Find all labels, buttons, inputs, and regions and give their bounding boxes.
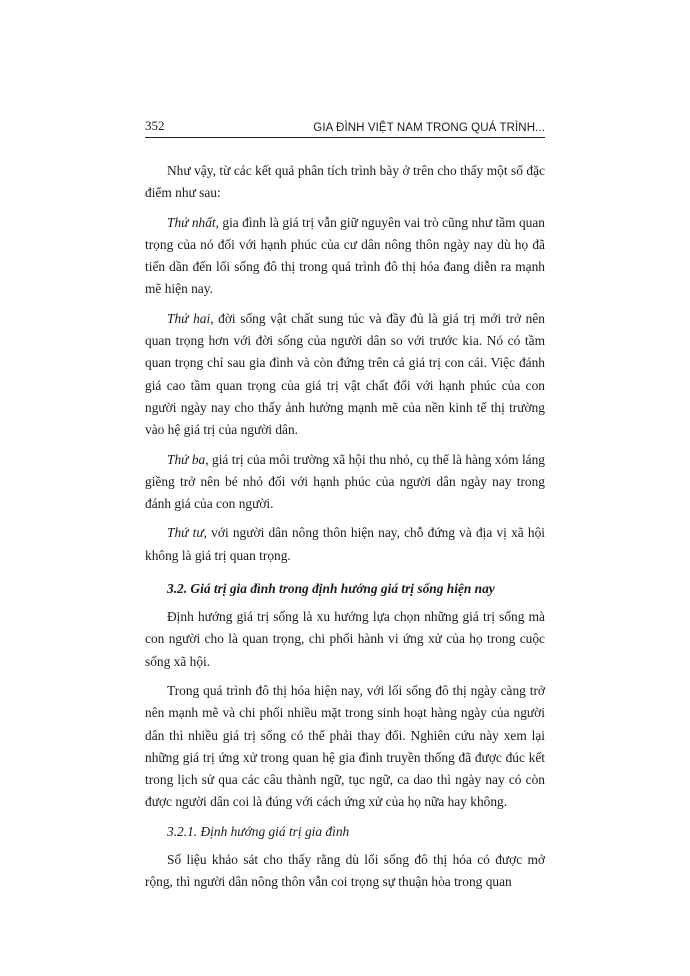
lead-term: Thứ ba (167, 451, 206, 467)
book-page (145, 118, 545, 900)
paragraph-urbanization: Trong quá trình đô thị hóa hiện nay, với lối sống đô thị ngày càng trở nên mạnh mẽ và chi phối nhiều mặt trong sinh hoạt hàng ngày của người dân thì nhiều giá trị sống có thể phải thay đổi. Nghiên cứu này xem lại những giá trị ứng xử trong quan hệ gia đình truyền thống đã được đúc kết trong lịch sử qua các câu thành ngữ, tục ngữ, ca dao thì ngày nay có còn được người dân coi là đúng với cách ứng xử của họ nữa hay không. (145, 682, 545, 810)
lead-term: Thứ nhất (167, 214, 216, 230)
page-number: 352 (145, 118, 165, 133)
paragraph-fourth-point: Thứ tư, với người dân nông thôn hiện nay, chỗ đứng và địa vị xã hội không là giá trị quan trọng. (145, 525, 545, 563)
paragraph-third-point: Thứ ba, giá trị của môi trường xã hội thu nhỏ, cụ thể là hàng xóm láng giềng trở nên bé nhỏ đối với hạnh phúc của người dân ngày nay trong đánh giá của con người. (145, 451, 546, 512)
lead-term: Thứ hai (167, 310, 211, 326)
lead-term: Thứ tư (167, 525, 204, 541)
running-title: GIA ĐÌNH VIỆT NAM TRONG QUÁ TRÌNH... (313, 122, 545, 134)
paragraph-first-point: Thứ nhất, gia đình là giá trị vẫn giữ nguyên vai trò cũng như tầm quan trọng của nó đối với hạnh phúc của cư dân nông thôn ngày nay dù họ đã tiến dần đến lối sống đô thị trong quá trình đô thị hóa đang diễn ra mạnh mẽ hiện nay. (145, 214, 545, 297)
subsection-heading-3-2-1: 3.2.1. Định hướng giá trị gia đình (167, 823, 350, 839)
paragraph-second-point: Thứ hai, đời sống vật chất sung túc và đầy đủ là giá trị mới trở nên quan trọng hơn với đời sống của người dân so với trước kia. Nó có tầm quan trọng chỉ sau gia đình và còn đứng trên cả giá trị con cái. Việc đánh giá cao tầm quan trọng của giá trị vật chất đối với hạnh phúc của con người ngày nay cho thấy ảnh hưởng mạnh mẽ của nền kinh tế thị trường vào hệ giá trị của người dân. (145, 310, 546, 438)
paragraph-intro: Như vậy, từ các kết quả phân tích trình bày ở trên cho thấy một số đặc điểm như sau: (145, 163, 545, 201)
running-header (145, 118, 545, 138)
paragraph-definition: Định hướng giá trị sống là xu hướng lựa chọn những giá trị sống mà con người cho là quan trọng, chi phối hành vi ứng xử của họ trong cuộc sống xã hội. (145, 609, 545, 669)
section-heading-3-2: 3.2. Giá trị gia đình trong định hướng giá trị sống hiện nay (167, 581, 495, 597)
paragraph-survey: Số liệu khảo sát cho thấy rằng dù lối sống đô thị hóa có được mở rộng, thì người dân nông thôn vẫn coi trọng sự thuận hòa trong quan (145, 851, 545, 890)
